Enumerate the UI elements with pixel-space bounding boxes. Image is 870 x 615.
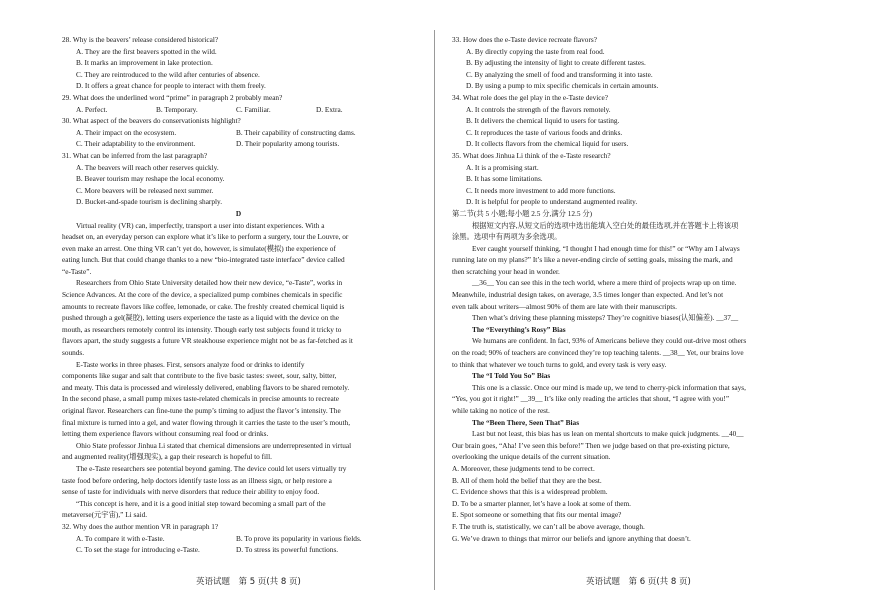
option-a: A. Moreover, these judgments tend to be correct. xyxy=(452,463,595,473)
option-29a: A. Perfect. xyxy=(76,104,108,114)
passage-d-p1-l2: headset on, an everyday person can explore what it’s like to perform a surgery, tour the Louvre, or xyxy=(62,232,349,242)
option-31c: C. More beavers will be released next summer. xyxy=(76,185,214,195)
passage-d-p3-l3: and meaty. This data is processed and wirelessly delivered, enabling flavors to be shared remotely. xyxy=(62,382,350,392)
question-31: 31. What can be inferred from the last paragraph? xyxy=(62,150,208,160)
option-34c: C. It reproduces the taste of various foods and drinks. xyxy=(466,127,623,137)
section-d-heading: D xyxy=(235,208,242,218)
reading-p3: Then what’s driving these planning missteps? They’re cognitive biases(认知偏差). __37__ xyxy=(472,313,739,323)
option-e: E. Spot someone or something that fits our mental image? xyxy=(452,510,622,520)
option-33a: A. By directly copying the taste from real food. xyxy=(466,46,605,56)
heading-rosy-bias: The “Everything’s Rosy” Bias xyxy=(472,324,566,334)
option-30b: B. Their capability of constructing dams. xyxy=(236,127,356,137)
reading-p6-l3: overlooking the unique details of the current situation. xyxy=(452,452,611,462)
reading-p4-l3: to think that whatever we touch turns to gold, and every task is very easy. xyxy=(452,359,667,369)
option-31b: B. Beaver tourism may reshape the local economy. xyxy=(76,174,225,184)
passage-d-p1-l1: Virtual reality (VR) can, imperfectly, transport a user into distant experiences. With a xyxy=(76,220,325,230)
option-29c: C. Familiar. xyxy=(236,104,271,114)
reading-p1-l1: Ever caught yourself thinking, “I thought I had enough time for this!” or “Why am I always xyxy=(472,243,740,253)
reading-p1-l3: then scratching your head in wonder. xyxy=(452,266,560,276)
question-32: 32. Why does the author mention VR in paragraph 1? xyxy=(62,521,219,531)
reading-p4-l1: We humans are confident. In fact, 93% of Americans believe they could out-drive most others xyxy=(472,336,747,346)
reading-p1-l2: running late on my plans?” It’s like a never-ending circle of setting goals, missing the mark, and xyxy=(452,255,733,265)
passage-d-p2-l6: flavors apart, the study suggests a future VR steakhouse experience might not be as far-fetched as it xyxy=(62,336,353,346)
part2-instructions-l1: 根据短文内容,从短文后的选项中选出能填入空白处的最佳选项,并在答题卡上将该项 xyxy=(472,220,739,230)
option-29b: B. Temporary. xyxy=(156,104,198,114)
option-34d: D. It collects flavors from the chemical liquid for users. xyxy=(466,139,629,149)
passage-d-p5-l2: taste food before ordering, help doctors identify taste loss as an illness sign, or help restore a xyxy=(62,475,332,485)
option-30a: A. Their impact on the ecosystem. xyxy=(76,127,177,137)
passage-d-p1-l4: eating lunch. But that could change thanks to a new “bio-integrated taste interface” device called xyxy=(62,255,345,265)
passage-d-p3-l5: original flavor. Researchers can fine-tune the pump’s timing to adjust the flavor’s intensity. The xyxy=(62,406,341,415)
passage-d-p2-l7: sounds. xyxy=(62,348,85,358)
options-30-ab xyxy=(62,127,415,139)
reading-p6-l2: Our brain goes, “Aha! I’ve seen this before!” Then we judge based on that pre-existing picture, xyxy=(452,440,730,450)
question-35: 35. What does Jinhua Li think of the e-Taste research? xyxy=(452,150,611,160)
option-g: G. We’ve drawn to things that mirror our beliefs and ignore anything that doesn’t. xyxy=(452,533,691,543)
option-b: B. All of them hold the belief that they are the best. xyxy=(452,475,602,485)
passage-d-p6-l2: metaverse(元宇宙),” Li said. xyxy=(62,510,148,520)
question-28: 28. Why is the beavers’ release considered historical? xyxy=(62,35,219,44)
option-35b: B. It has some limitations. xyxy=(466,174,543,184)
reading-p6-l1: Last but not least, this bias has us lean on mental shortcuts to make quick judgments. __40__ xyxy=(472,429,744,439)
option-33b: B. By adjusting the intensity of light to create different tastes. xyxy=(466,58,646,68)
passage-d-p2-l1: Researchers from Ohio State University detailed how their new device, “e-Taste”, works in xyxy=(76,278,343,288)
passage-d-p2-l2: Science Advances. At the core of the device, a specialized pump combines chemicals in specific xyxy=(62,290,343,300)
option-33d: D. By using a pump to mix specific chemicals in certain amounts. xyxy=(466,81,659,91)
reading-p2-l1: __36__ You can see this in the tech world, where a mere third of projects wrap up on time. xyxy=(472,278,737,288)
option-d: D. To be a smarter planner, let’s have a look at some of them. xyxy=(452,498,631,508)
passage-d-p3-l7: letting them experience flavors without consuming real food or drinks. xyxy=(62,429,269,439)
option-31d: D. Bucket-and-spade tourism is declining sharply. xyxy=(76,197,223,207)
option-32b: B. To prove its popularity in various fields. xyxy=(236,533,362,543)
options-29 xyxy=(62,104,415,116)
reading-p5-l1: This one is a classic. Once our mind is made up, we tend to cherry-pick information that says, xyxy=(472,382,746,392)
option-f: F. The truth is, statistically, we can’t all be above average, though. xyxy=(452,521,645,531)
passage-d-p4-l1: Ohio State professor Jinhua Li stated that chemical dimensions are underrepresented in virtual xyxy=(76,440,352,450)
option-c: C. Evidence shows that this is a widespread problem. xyxy=(452,487,608,497)
heading-told-you-so-bias: The “I Told You So” Bias xyxy=(472,371,551,381)
options-32-cd xyxy=(62,544,415,556)
passage-d-p1-l5: “e-Taste”. xyxy=(62,266,92,276)
question-34: 34. What role does the gel play in the e-Taste device? xyxy=(452,92,608,102)
passage-d-p3-l2: components like sugar and salt that contribute to the five basic tastes: sweet, sour, salty, bitter, xyxy=(62,371,337,381)
passage-d-p3-l6: final mixture is turned into a gel, and water flowing through it carries the taste to the user’s mouth, xyxy=(62,417,351,427)
footer-page-5: 英语试题 第 5 页(共 8 页) xyxy=(196,577,301,587)
question-29: 29. What does the underlined word “prime” in paragraph 2 probably mean? xyxy=(62,92,283,102)
passage-d-p2-l4: pushed through a gel(凝胶), letting users experience the taste as a liquid with the device on the xyxy=(62,313,339,323)
option-28c: C. They are reintroduced to the wild after centuries of absence. xyxy=(76,69,260,79)
option-31a: A. The beavers will reach other reserves quickly. xyxy=(76,162,219,172)
reading-p5-l3: while taking no notice of the rest. xyxy=(452,406,550,415)
option-32a: A. To compare it with e-Taste. xyxy=(76,533,165,543)
option-28b: B. It marks an improvement in lake protection. xyxy=(76,58,213,68)
option-30c: C. Their adaptability to the environment. xyxy=(76,139,196,149)
question-30: 30. What aspect of the beavers do conservationists highlight? xyxy=(62,116,241,126)
passage-d-p4-l2: and augmented reality(增强现实), a gap their research is hopeful to fill. xyxy=(62,452,272,462)
passage-d-p2-l3: amounts to recreate flavors like coffee, lemonade, or cake. The freshly created chemical liquid is xyxy=(62,301,345,311)
option-35c: C. It needs more investment to add more functions. xyxy=(466,185,616,195)
right-column xyxy=(452,34,824,544)
reading-p2-l2: Meanwhile, industrial design takes, on average, 3.5 times longer than expected. And let’s not xyxy=(452,290,724,300)
part2-instructions-l2: 涂黑。选项中有两项为多余选项。 xyxy=(452,232,562,242)
passage-d-p1-l3: even make an arrest. One thing VR can’t yet do, however, is simulate(模拟) the experience of xyxy=(62,243,336,253)
option-28d: D. It offers a great chance for people to interact with them freely. xyxy=(76,81,266,91)
passage-d-p5-l1: The e-Taste researchers see potential beyond gaming. The device could let users virtually try xyxy=(76,463,347,473)
option-32d: D. To stress its powerful functions. xyxy=(236,545,339,555)
option-34a: A. It controls the strength of the flavors remotely. xyxy=(466,104,611,114)
passage-d-p2-l5: mouth, as researchers remotely control its intensity. Though early test subjects found it tricky to xyxy=(62,324,342,334)
option-35a: A. It is a promising start. xyxy=(466,162,539,172)
part2-title: 第二节(共 5 小题;每小题 2.5 分,满分 12.5 分) xyxy=(452,208,593,218)
reading-p2-l3: even talk about writers—almost 90% of them are late with their manuscripts. xyxy=(452,301,677,311)
reading-p4-l2: on the road; 90% of teachers are convinced they’re top teaching talents. __38__ Yet, our brains love xyxy=(452,348,744,358)
left-column xyxy=(62,34,415,556)
option-34b: B. It delivers the chemical liquid to users for tasting. xyxy=(466,116,620,126)
options-30-cd xyxy=(62,138,415,150)
passage-d-p3-l1: E-Taste works in three phases. First, sensors analyze food or drinks to identify xyxy=(76,359,305,369)
column-divider xyxy=(434,30,435,590)
options-32-ab xyxy=(62,533,415,545)
option-28a: A. They are the first beavers spotted in the wild. xyxy=(76,46,217,56)
question-33: 33. How does the e-Taste device recreate flavors? xyxy=(452,35,597,44)
passage-d-p3-l4: In the second phase, a small pump mixes taste-related chemicals in precise amounts to recreate xyxy=(62,394,339,404)
option-33c: C. By analyzing the smell of food and transforming it into taste. xyxy=(466,69,653,79)
passage-d-p6-l1: “This concept is here, and it is a good initial step toward becoming a small part of the xyxy=(76,498,326,508)
reading-p5-l2: “Yes, you got it right!” __39__ It’s like only reading the articles that shout, “I agree with you!” xyxy=(452,394,730,404)
footer-page-6: 英语试题 第 6 页(共 8 页) xyxy=(586,577,691,587)
heading-been-there-bias: The “Been There, Seen That” Bias xyxy=(472,417,580,427)
option-32c: C. To set the stage for introducing e-Taste. xyxy=(76,545,200,555)
passage-d-p5-l3: sense of taste for individuals with nerve disorders that reduce their ability to enjoy food. xyxy=(62,487,320,497)
option-30d: D. Their popularity among tourists. xyxy=(236,139,340,149)
option-35d: D. It is helpful for people to understand augmented reality. xyxy=(466,197,638,207)
option-29d: D. Extra. xyxy=(316,104,343,114)
